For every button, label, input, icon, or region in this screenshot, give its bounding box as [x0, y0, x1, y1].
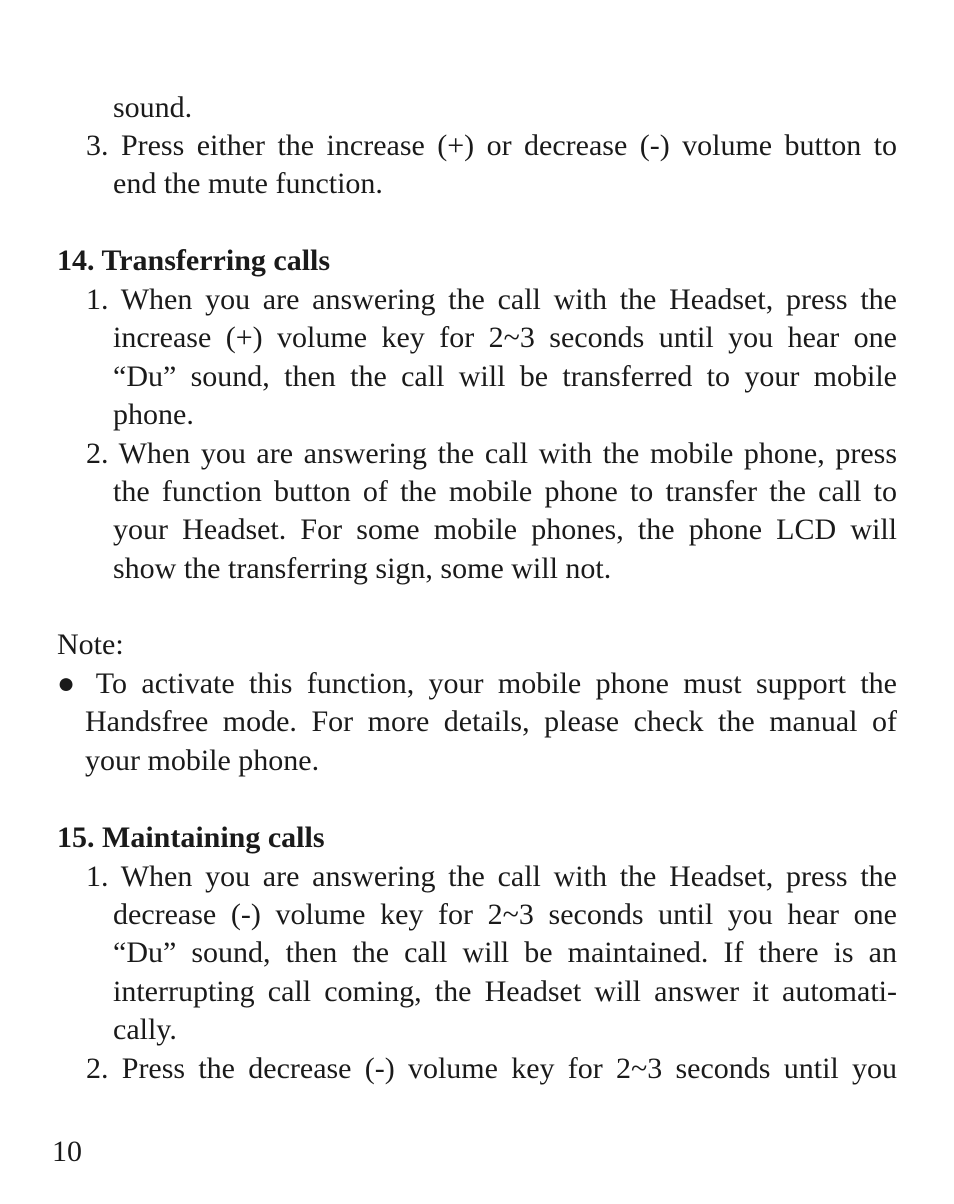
- list-item-line: phone.: [113, 398, 194, 431]
- list-item-3-line: 3. Press either the increase (+) or decrease (-) volume button to: [86, 129, 897, 162]
- note-bullet-line: Handsfree mode. For more details, please check the manual of: [85, 705, 897, 738]
- list-item-line: your Headset. For some mobile phones, the phone LCD will: [113, 513, 897, 546]
- note-bullet-line: ● To activate this function, your mobile phone must support the: [57, 667, 897, 700]
- list-item-line: decrease (-) volume key for 2~3 seconds until you hear one: [113, 898, 897, 931]
- list-item-line: 2. When you are answering the call with the mobile phone, press: [86, 437, 897, 470]
- note-bullet-line: your mobile phone.: [85, 744, 320, 777]
- section-heading-maintaining-calls: 15. Maintaining calls: [57, 821, 325, 854]
- list-item-line: 1. When you are answering the call with the Headset, press the: [86, 283, 897, 316]
- list-item-line: 2. Press the decrease (-) volume key for 2~3 seconds until you: [86, 1052, 897, 1085]
- list-item-line: the function button of the mobile phone to transfer the call to: [113, 475, 897, 508]
- section-heading-transferring-calls: 14. Transferring calls: [57, 244, 331, 277]
- list-item-line: “Du” sound, then the call will be maintained. If there is an: [113, 936, 897, 969]
- list-item-line: cally.: [113, 1013, 177, 1046]
- list-item-line: “Du” sound, then the call will be transferred to your mobile: [113, 360, 897, 393]
- note-label: Note:: [57, 628, 124, 661]
- list-item-line: interrupting call coming, the Headset will answer it automati-: [113, 975, 897, 1008]
- list-item-3-line: end the mute function.: [113, 167, 383, 200]
- page-number: 10: [52, 1135, 82, 1168]
- list-item-line: show the transferring sign, some will not.: [113, 552, 612, 585]
- list-item-line: 1. When you are answering the call with the Headset, press the: [86, 860, 897, 893]
- text-line: sound.: [113, 91, 193, 124]
- list-item-line: increase (+) volume key for 2~3 seconds until you hear one: [113, 321, 897, 354]
